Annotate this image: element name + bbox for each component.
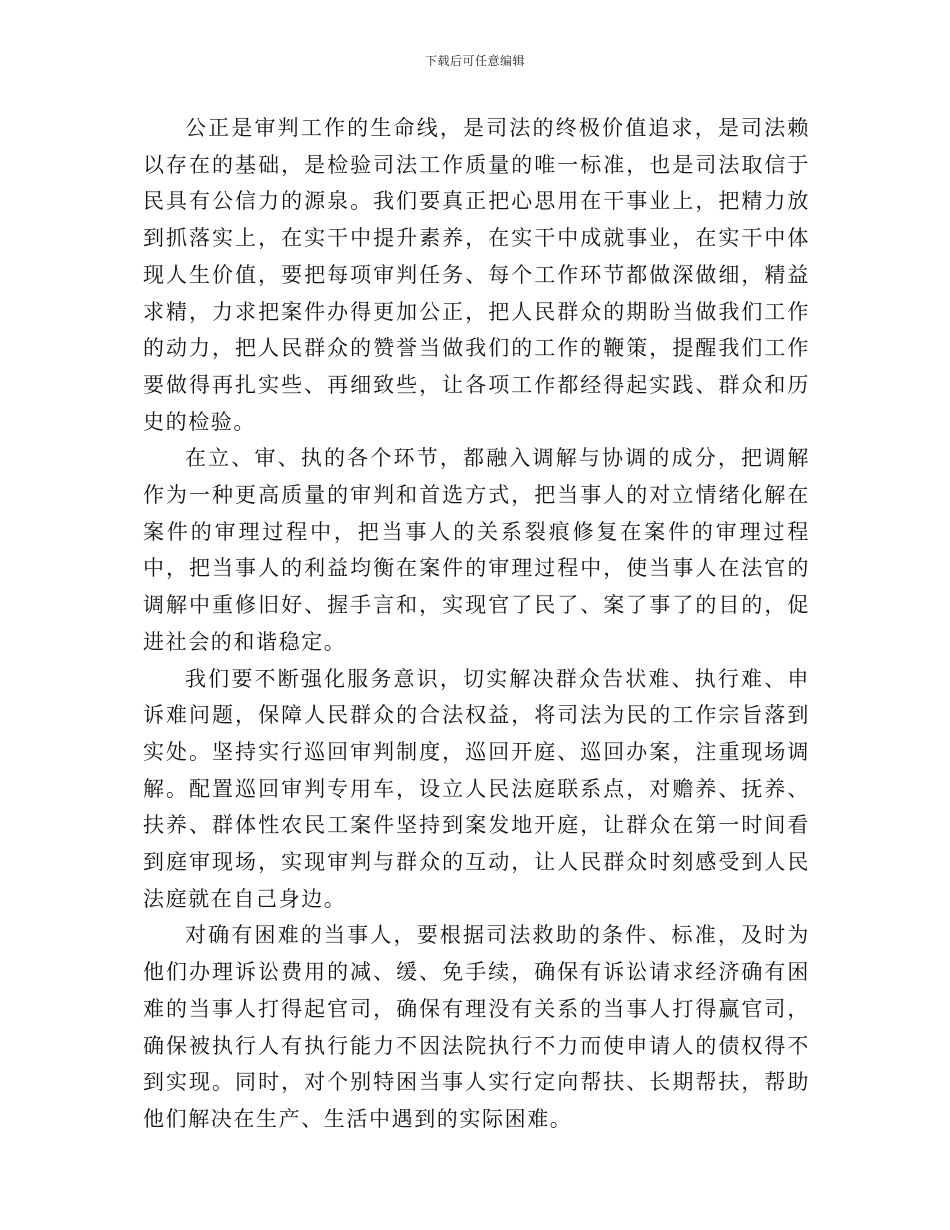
header-note: 下载后可任意编辑: [424, 54, 525, 68]
paragraph-judicial-aid: 对确有困难的当事人，要根据司法救助的条件、标准，及时为他们办理诉讼费用的减、缓、免手续，确保有诉讼请求经济确有困难的当事人打得起官司，确保有理没有关系的当事人打得赢官司，确保被执行人有执行能力不因法院执行不力而使申请人的债权得不到实现。同时，对个别特困当事人实行定向帮扶、长期帮扶，帮助他们解决在生产、生活中遇到的实际困难。: [143, 923, 810, 1131]
document-body: [143, 110, 810, 1138]
paragraph-justice: 公正是审判工作的生命线，是司法的终极价值追求，是司法赖以存在的基础，是检验司法工作质量的唯一标准，也是司法取信于民具有公信力的源泉。我们要真正把心思用在干事业上，把精力放到抓落实上，在实干中提升素养，在实干中成就事业，在实干中体现人生价值，要把每项审判任务、每个工作环节都做深做细，精益求精，力求把案件办得更加公正，把人民群众的期盼当做我们工作的动力，把人民群众的赞誉当做我们的工作的鞭策，提醒我们工作要做得再扎实些、再细致些，让各项工作都经得起实践、群众和历史的检验。: [143, 116, 810, 434]
paragraph-service: 我们要不断强化服务意识，切实解决群众告状难、执行难、申诉难问题，保障人民群众的合法权益，将司法为民的工作宗旨落到实处。坚持实行巡回审判制度，巡回开庭、巡回办案，注重现场调解。配置巡回审判专用车，设立人民法庭联系点，对赡养、抚养、扶养、群体性农民工案件坚持到案发地开庭，让群众在第一时间看到庭审现场，实现审判与群众的互动，让人民群众时刻感受到人民法庭就在自己身边。: [143, 666, 810, 911]
paragraph-mediation: 在立、审、执的各个环节，都融入调解与协调的成分，把调解作为一种更高质量的审判和首选方式，把当事人的对立情绪化解在案件的审理过程中，把当事人的关系裂痕修复在案件的审理过程中，把当事人的利益均衡在案件的审理过程中，使当事人在法官的调解中重修旧好、握手言和，实现官了民了、案了事了的目的，促进社会的和谐稳定。: [143, 446, 810, 654]
